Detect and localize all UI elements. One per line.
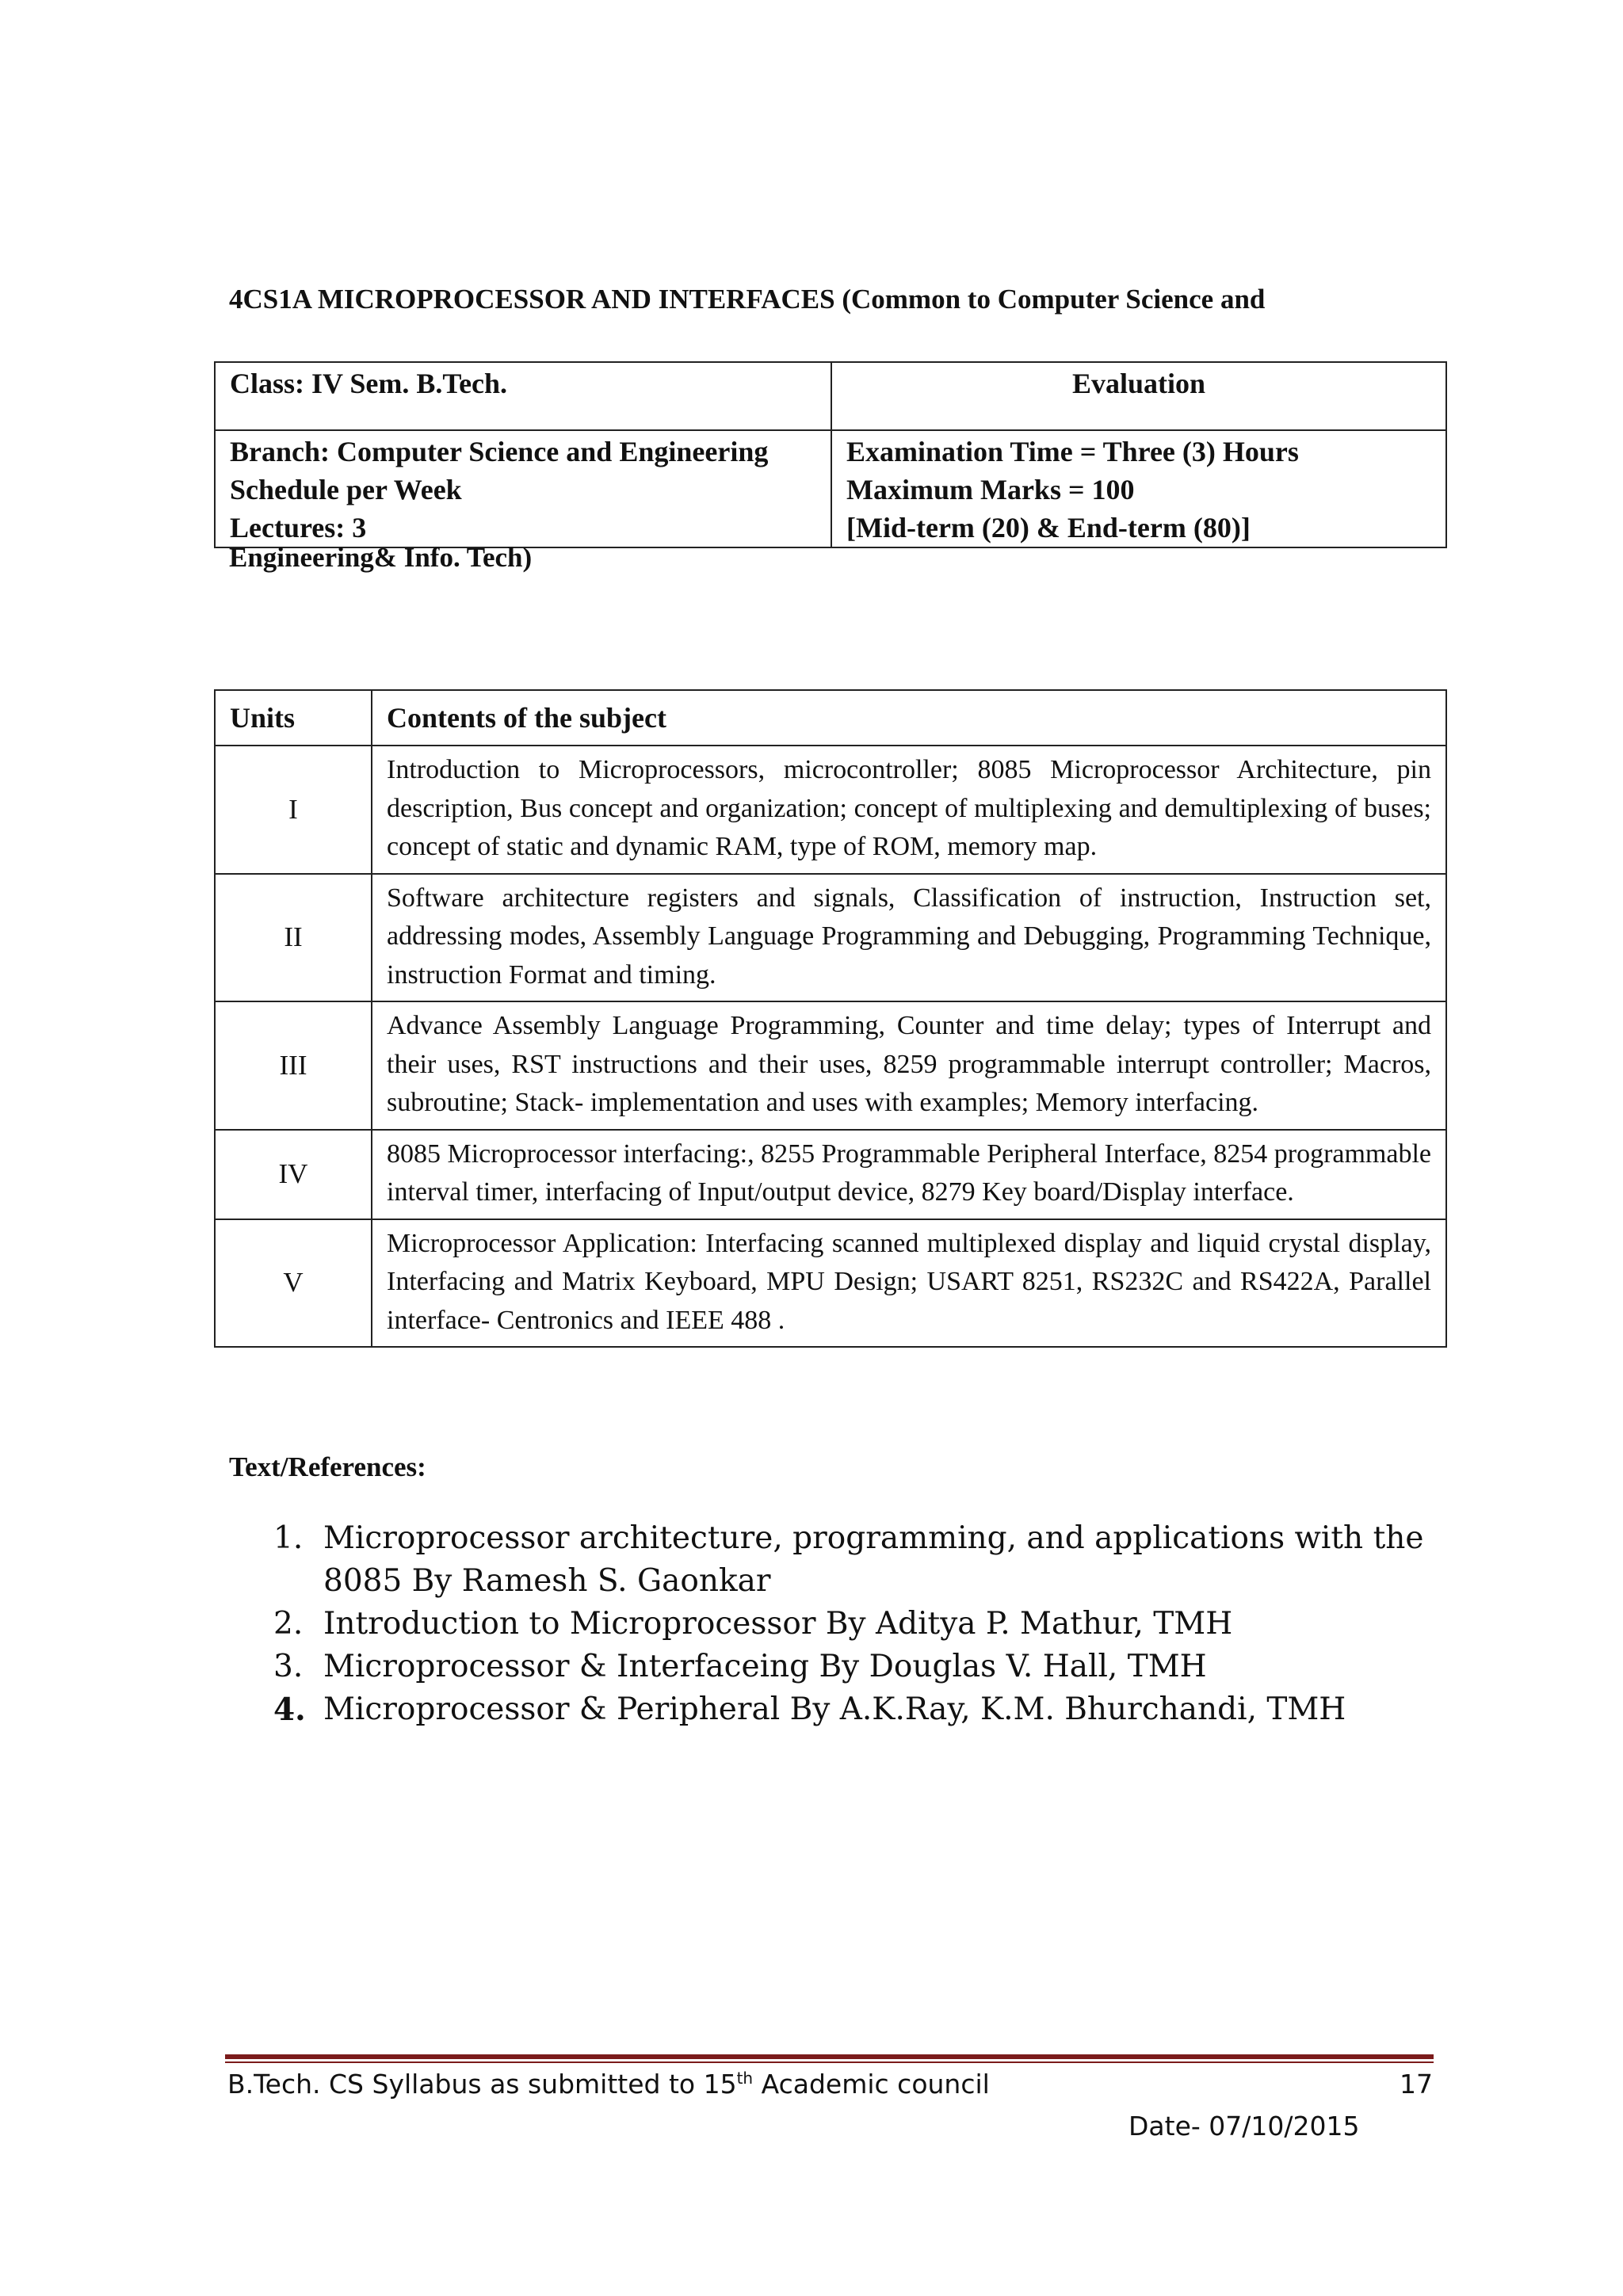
contents-header: Contents of the subject (372, 690, 1446, 746)
reference-number: 4. (273, 1691, 306, 1728)
footer-divider-thick (225, 2054, 1434, 2059)
reference-number: 2. (273, 1606, 304, 1642)
info-row-header (215, 362, 1446, 430)
unit-content: Advance Assembly Language Programming, Counter and time delay; types of Interrupt and their uses, RST instructions and their uses, 8259 programmable interrupt controller; Macros, subroutine; Stack- implementation and uses with examples; Memory interfacing. (372, 1001, 1446, 1130)
course-info-table (214, 361, 1447, 548)
class-cell: Class: IV Sem. B.Tech. (215, 362, 831, 430)
reference-text: Microprocessor & Peripheral By A.K.Ray, K.M. Bhurchandi, TMH (323, 1691, 1346, 1727)
reference-number: 3. (273, 1649, 304, 1684)
schedule-text: Schedule per Week (230, 474, 462, 505)
reference-item (273, 1517, 1462, 1603)
unit-row (215, 1001, 1446, 1130)
footer-text-prefix: B.Tech. CS Syllabus as submitted to 15 (227, 2069, 737, 2100)
evaluation-header: Evaluation (831, 362, 1446, 430)
reference-text: Microprocessor & Interfaceing By Douglas V. Hall, TMH (323, 1649, 1207, 1684)
unit-number: II (215, 874, 372, 1002)
evaluation-details-cell (831, 430, 1446, 547)
branch-schedule-cell (215, 430, 831, 547)
footer-date: Date- 07/10/2015 (1128, 2111, 1360, 2142)
unit-row (215, 1219, 1446, 1348)
unit-number: V (215, 1219, 372, 1348)
reference-item (273, 1603, 1462, 1646)
units-header: Units (215, 690, 372, 746)
reference-number: 1. (273, 1520, 304, 1556)
max-marks-text: Maximum Marks = 100 (846, 474, 1135, 505)
branch-text: Branch: Computer Science and Engineering (230, 436, 769, 467)
reference-item (273, 1688, 1462, 1731)
unit-row (215, 1130, 1446, 1219)
reference-text: Introduction to Microprocessor By Aditya P. Mathur, TMH (323, 1606, 1233, 1642)
units-table (214, 689, 1447, 1348)
info-row-details (215, 430, 1446, 547)
footer-divider-thin (225, 2061, 1434, 2063)
mid-end-term-text: [Mid-term (20) & End-term (80)] (846, 512, 1251, 543)
footer-text-suffix: Academic council (753, 2069, 990, 2100)
references-label: Text/References: (229, 1451, 426, 1482)
unit-row (215, 874, 1446, 1002)
title-continuation: Engineering& Info. Tech) (229, 542, 533, 573)
unit-number: IV (215, 1130, 372, 1219)
unit-row (215, 746, 1446, 874)
references-list (273, 1517, 1462, 1731)
lectures-text: Lectures: 3 (230, 512, 367, 543)
reference-item (273, 1646, 1462, 1688)
course-title: 4CS1A MICROPROCESSOR AND INTERFACES (Common to Computer Science and (229, 284, 1266, 315)
unit-content: 8085 Microprocessor interfacing:, 8255 Programmable Peripheral Interface, 8254 programmable interval timer, interfacing of Input/output device, 8279 Key board/Display interface. (372, 1130, 1446, 1219)
footer-text (227, 2069, 990, 2100)
units-header-row (215, 690, 1446, 746)
unit-content: Software architecture registers and signals, Classification of instruction, Instruction set, addressing modes, Assembly Language Programming and Debugging, Programming Technique, instruction Format and timing. (372, 874, 1446, 1002)
exam-time-text: Examination Time = Three (3) Hours (846, 436, 1299, 467)
unit-content: Microprocessor Application: Interfacing scanned multiplexed display and liquid crystal display, Interfacing and Matrix Keyboard, MPU Design; USART 8251, RS232C and RS422A, Parallel interface- Centronics and IEEE 488 . (372, 1219, 1446, 1348)
page-number: 17 (1400, 2069, 1433, 2100)
footer-text-superscript: th (736, 2069, 754, 2088)
unit-number: I (215, 746, 372, 874)
unit-number: III (215, 1001, 372, 1130)
unit-content: Introduction to Microprocessors, microcontroller; 8085 Microprocessor Architecture, pin description, Bus concept and organization; concept of multiplexing and demultiplexing of buses; concept of static and dynamic RAM, type of ROM, memory map. (372, 746, 1446, 874)
reference-text: Microprocessor architecture, programming, and applications with the 8085 By Ramesh S. Gaonkar (323, 1520, 1424, 1599)
